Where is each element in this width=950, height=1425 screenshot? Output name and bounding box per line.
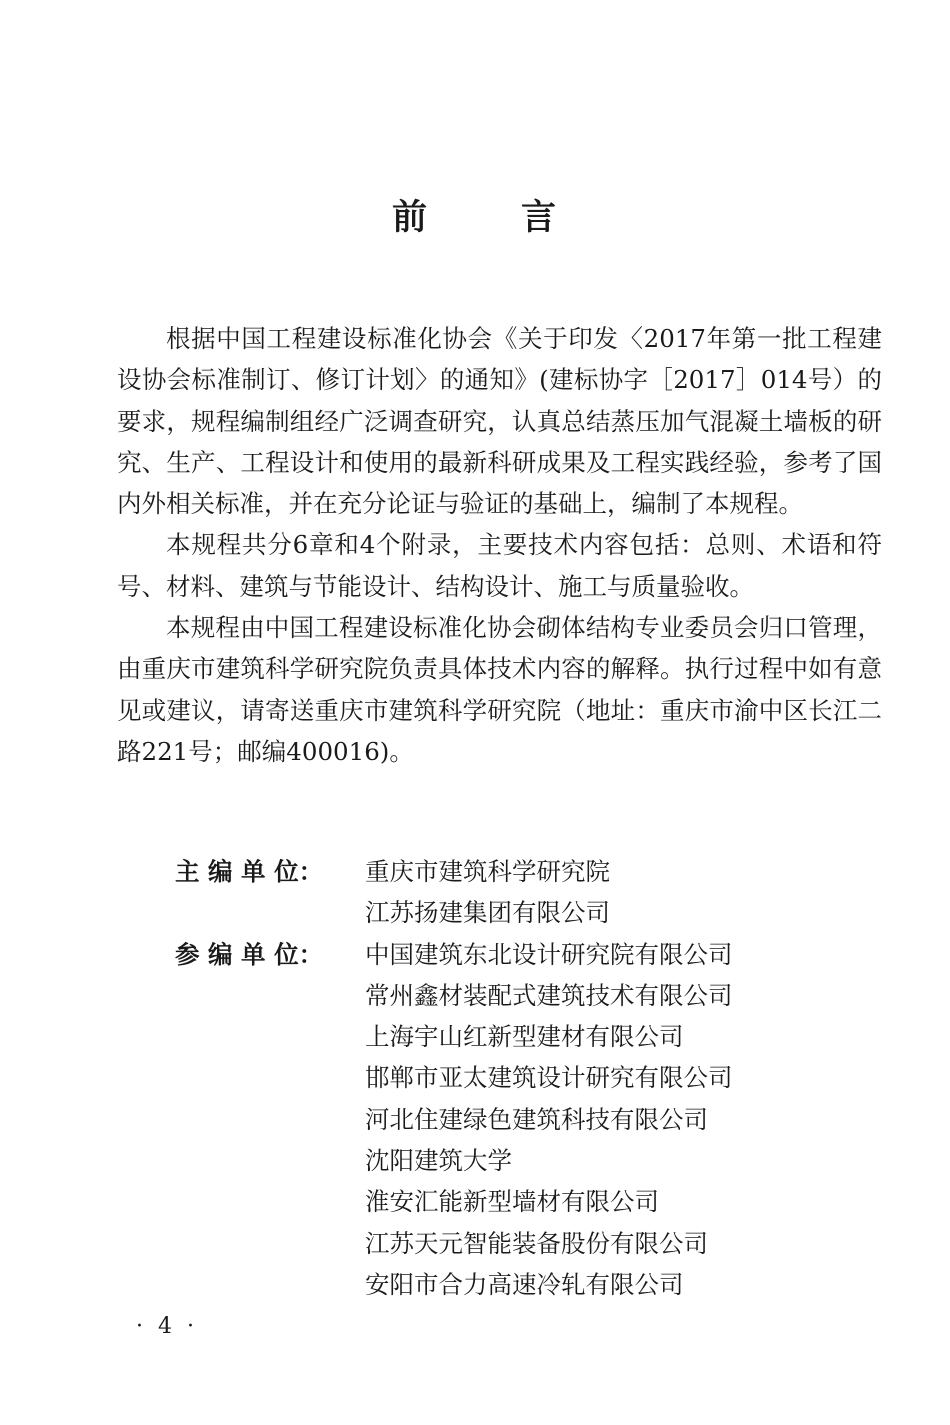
unit-name: 常州鑫材装配式建筑技术有限公司 bbox=[365, 980, 733, 1010]
page-number: · 4 · bbox=[136, 1314, 198, 1339]
paragraph-3: 本规程由中国工程建设标准化协会砌体结构专业委员会归口管理，由重庆市建筑科学研究院负责具体技术内容的解释。执行过程中如有意见或建议，请寄送重庆市建筑科学研究院（地址：重庆市渝中区长江二路221号；邮编400016)。 bbox=[117, 613, 882, 766]
unit-name: 沈阳建筑大学 bbox=[365, 1146, 512, 1176]
unit-name: 重庆市建筑科学研究院 bbox=[365, 857, 610, 886]
page-title-char-2: 言 bbox=[521, 198, 559, 238]
page-title-char-1: 前 bbox=[391, 198, 429, 238]
chief-units-list bbox=[365, 851, 610, 934]
unit-name: 上海宇山红新型建材有限公司 bbox=[365, 1022, 684, 1052]
paragraph-2: 本规程共分6章和4个附录，主要技术内容包括：总则、术语和符号、材料、建筑与节能设计、结构设计、施工与质量验收。 bbox=[117, 530, 882, 601]
participating-units-list bbox=[365, 934, 733, 1306]
drafting-units bbox=[175, 851, 733, 1305]
participating-units-label: 参 编 单 位： bbox=[175, 939, 324, 969]
chief-units-label: 主 编 单 位： bbox=[175, 857, 324, 886]
unit-name: 安阳市合力高速冷轧有限公司 bbox=[365, 1269, 684, 1299]
unit-name: 邯郸市亚太建筑设计研究有限公司 bbox=[365, 1063, 733, 1093]
chief-units bbox=[175, 851, 733, 934]
page-title bbox=[0, 196, 950, 240]
unit-name: 江苏扬建集团有限公司 bbox=[365, 898, 610, 928]
unit-name: 江苏天元智能装备股份有限公司 bbox=[365, 1228, 708, 1258]
preface-body bbox=[117, 318, 882, 772]
unit-name: 淮安汇能新型墙材有限公司 bbox=[365, 1187, 659, 1217]
unit-name: 中国建筑东北设计研究院有限公司 bbox=[365, 939, 733, 969]
unit-name: 河北住建绿色建筑科技有限公司 bbox=[365, 1104, 708, 1134]
participating-units bbox=[175, 934, 733, 1306]
paragraph-1: 根据中国工程建设标准化协会《关于印发〈2017年第一批工程建设协会标准制订、修订计划〉的通知》(建标协字［2017］014号）的要求，规程编制组经广泛调查研究，认真总结蒸压加气混凝土墙板的研究、生产、工程设计和使用的最新科研成果及工程实践经验，参考了国内外相关标准，并在充分论证与验证的基础上，编制了本规程。 bbox=[117, 324, 882, 519]
